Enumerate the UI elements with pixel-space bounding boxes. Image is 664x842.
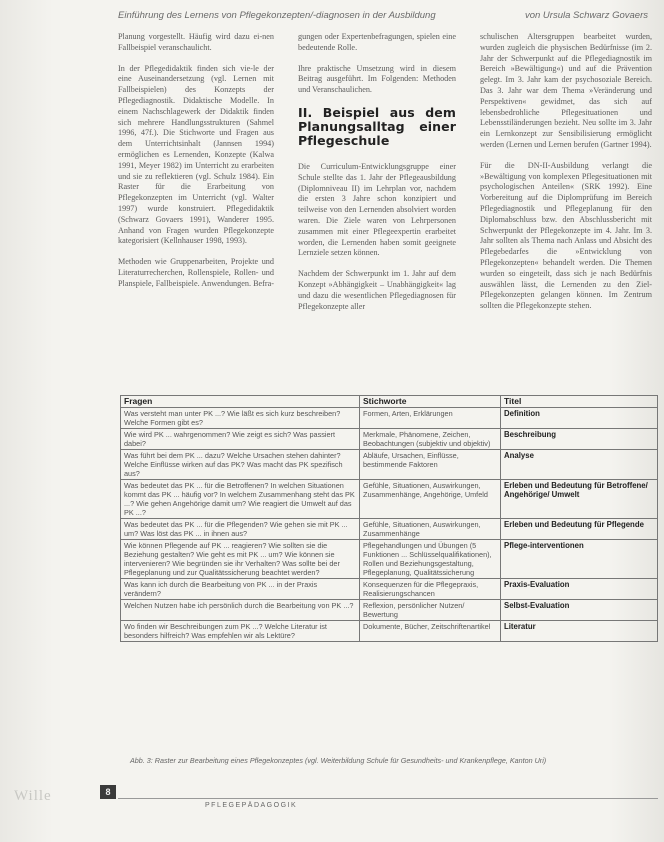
page-number: 8 — [100, 785, 116, 799]
table-row — [121, 621, 658, 642]
table-row — [121, 408, 658, 429]
cell-question: Wo finden wir Beschreibungen zum PK ...? Welche Literatur ist besonders hilfreich? Was empfehlen wir als Lektüre? — [121, 621, 360, 642]
paragraph: Methoden wie Gruppenarbeiten, Projekte und Literaturrecherchen, Rollenspiele, Rollen- und Planspiele, Fallbeispiele. Anwendungen. Befra- — [118, 257, 274, 288]
table-row — [121, 540, 658, 579]
cell-question: Was kann ich durch die Bearbeitung von PK ... in der Praxis verändern? — [121, 579, 360, 600]
paragraph: In der Pflegedidaktik finden sich vie-le der eine Auseinandersetzung (vgl. Lernen mit Fallbeispielen) des Konzepts der Pflegediagnostik. Didaktische Modelle. In einem Nachschlagewerk der Didaktik finden sich mehrere Handlungsstrukturen (Sahmel 1996, 47f.). Die Stichworte und Fragen aus dem Unterrichtsinhalt (Jannsen 1994) ermöglichen es Lernenden, Konzepte (Kalwa 1991, Meyer 1982) im Unterricht zu erarbeiten und sie zu reflektieren (vgl. Schulz 1984). Ein Raster für die Erarbeitung von Pflegekonzepten im Unterricht (vgl. Walter 1997) wurde konstruiert. Pflegedidaktik (Schwarz Govaers 1991), Wanderer 1995. Anhand von Fragen wurden Pflegekonzepte kategorisiert (Kellnhauser 1998, 1993). — [118, 63, 274, 246]
cell-title: Analyse — [501, 450, 658, 480]
cell-keywords: Gefühle, Situationen, Auswirkungen, Zusammenhänge — [360, 519, 501, 540]
table-header-row — [121, 396, 658, 408]
cell-keywords: Formen, Arten, Erklärungen — [360, 408, 501, 429]
paragraph: Die Curriculum-Entwicklungsgruppe einer Schule stellte das 1. Jahr der Pflegeausbildung (Diplomniveau II) im Lehrplan vor, nachdem die ersten 3 Jahre schon konzipiert und teilweise von den Lernenden absolviert worden waren. Die Ziele waren von Lehrpersonen zusammen mit einer Pflegeexpertin erarbeitet worden, die Lernenden haben somit geeignete Lernziele setzen können. — [298, 161, 456, 258]
cell-question: Wie wird PK ... wahrgenommen? Wie zeigt es sich? Was passiert dabei? — [121, 429, 360, 450]
cell-question: Welchen Nutzen habe ich persönlich durch die Bearbeitung von PK ...? — [121, 600, 360, 621]
cell-title: Pflege-interventionen — [501, 540, 658, 579]
header-titel: Titel — [501, 396, 658, 408]
cell-keywords: Konsequenzen für die Pflegepraxis, Realisierungschancen — [360, 579, 501, 600]
cell-keywords: Abläufe, Ursachen, Einflüsse, bestimmende Faktoren — [360, 450, 501, 480]
text-column-1 — [118, 32, 274, 300]
cell-title: Praxis-Evaluation — [501, 579, 658, 600]
paragraph: Für die DN-II-Ausbildung verlangt die »Bewältigung von komplexen Pflegesituationen mit psychologischen Anteilen« (SRK 1992). Eine Vorbereitung auf die Diplomprüfung im Bereich Pflegediagnostik und Pflegeplanung für den Diplomabschluss bzw. den Abschlussbericht mit Schwerpunkt der Pflegekonzepte im 4. Jahr. Im 3. Jahr sollten als Thema nach Anlass und Absicht des Pflegebedarfes die »Entwicklung von Pflegekonzepten« behandelt werden. Die Themen wurden so eingeteilt, dass sich je nach Bedürfnis auswählen lässt, die Lernenden zu den Ziel-Pflegekonzepten gelangen können. Im Zentrum sollten die Pflegekonzepte stehen. — [480, 160, 652, 311]
cell-question: Was bedeutet das PK ... für die Pflegenden? Wie gehen sie mit PK ... um? Was löst das PK ... in ihnen aus? — [121, 519, 360, 540]
cell-keywords: Merkmale, Phänomene, Zeichen, Beobachtungen (subjektiv und objektiv) — [360, 429, 501, 450]
header-title: Einführung des Lernens von Pflegekonzepten/-diagnosen in der Ausbildung — [118, 10, 436, 21]
cell-title: Beschreibung — [501, 429, 658, 450]
cell-question: Was führt bei dem PK ... dazu? Welche Ursachen stehen dahinter? Welche Einflüsse wirken auf das PK? Was macht das PK spezifisch aus? — [121, 450, 360, 480]
table-row — [121, 450, 658, 480]
header-author: von Ursula Schwarz Govaers — [524, 10, 648, 21]
table-row — [121, 480, 658, 519]
paragraph: schulischen Altersgruppen bearbeitet wurden, wurden zugleich die physischen Bedürfnisse (im 2. Jahr der Schwerpunkt auf die Pflegediagnostik im Bereich »Bewältigung«) und auf die Prävention gelegt. Im 3. Jahr kam der psychosoziale Bereich. Das 3. Jahr war dem Thema »Veränderung und Perspektiven« gewidmet, das sich auf lebensbedrohliche Pflegesituationen und Lebensstiländerungen bezieht. Neu sollte im 3. Jahr ein Lernkonzept zur Sensibilisierung ermöglicht werden (Lernen und Lernen berufen (Gartner 1994). — [480, 32, 652, 149]
journal-footer: PFLEGEPÄDAGOGIK — [205, 802, 298, 809]
cell-keywords: Pflegehandlungen und Übungen (5 Funktionen ... Schlüsselqualifikationen), Rollen und Beziehungsgestaltung, Pflegeplanung, Qualitätssicherung — [360, 540, 501, 579]
cell-title: Erleben und Bedeutung für Pflegende — [501, 519, 658, 540]
table-row — [121, 600, 658, 621]
cell-title: Literatur — [501, 621, 658, 642]
cell-keywords: Dokumente, Bücher, Zeitschriftenartikel — [360, 621, 501, 642]
paragraph: gungen oder Expertenbefragungen, spielen eine bedeutende Rolle. — [298, 32, 456, 52]
text-column-3 — [480, 32, 652, 322]
concept-raster-table — [120, 395, 658, 642]
header-stichworte: Stichworte — [360, 396, 501, 408]
table-row — [121, 429, 658, 450]
table-row — [121, 519, 658, 540]
paragraph: Planung vorgestellt. Häufig wird dazu ei-nen Fallbeispiel veranschaulicht. — [118, 32, 274, 52]
cell-question: Was bedeutet das PK ... für die Betroffenen? In welchen Situationen kommt das PK ... häufig vor? In welchem Zusammenhang steht das PK ...? Wie gehen Angehörige damit um? Wie reagiert die Umwelt auf das PK ...? — [121, 480, 360, 519]
cell-question: Wie können Pflegende auf PK ... reagieren? Wie sollten sie die Beziehung gestalten? Wie geht es mit PK ... um? Wie können sie intervenieren? Wie begründen sie ihr Verhalten? Was sollte bei der Pflegeplanung und zur Qualitätssicherung beachtet werden? — [121, 540, 360, 579]
paragraph: Ihre praktische Umsetzung wird in diesem Beitrag ausgeführt. Im Folgenden: Methoden und Veranschaulichen. — [298, 63, 456, 95]
figure-caption: Abb. 3: Raster zur Bearbeitung eines Pflegekonzeptes (vgl. Weiterbildung Schule für Gesundheits- und Krankenpflege, Kanton Uri) — [130, 756, 547, 765]
header-fragen: Fragen — [121, 396, 360, 408]
table-row — [121, 579, 658, 600]
cell-title: Selbst-Evaluation — [501, 600, 658, 621]
running-header — [118, 10, 654, 24]
cell-keywords: Reflexion, persönlicher Nutzen/ Bewertung — [360, 600, 501, 621]
cell-title: Erleben und Bedeutung für Betroffene/ Angehörige/ Umwelt — [501, 480, 658, 519]
cell-keywords: Gefühle, Situationen, Auswirkungen, Zusammenhänge, Angehörige, Umfeld — [360, 480, 501, 519]
cell-question: Was versteht man unter PK ...? Wie läßt es sich kurz beschreiben? Welche Formen gibt es? — [121, 408, 360, 429]
text-column-2 — [298, 32, 456, 322]
paragraph: Nachdem der Schwerpunkt im 1. Jahr auf dem Konzept »Abhängigkeit – Unabhängigkeit« lag und dazu die wesentlichen Pflegediagnosen für Pflegekonzepte aller — [298, 269, 456, 311]
section-heading: II. Beispiel aus dem Planungsalltag einer Pflegeschule — [298, 104, 456, 148]
margin-mark: Wille — [14, 788, 52, 804]
footer-rule — [118, 798, 658, 799]
cell-title: Definition — [501, 408, 658, 429]
